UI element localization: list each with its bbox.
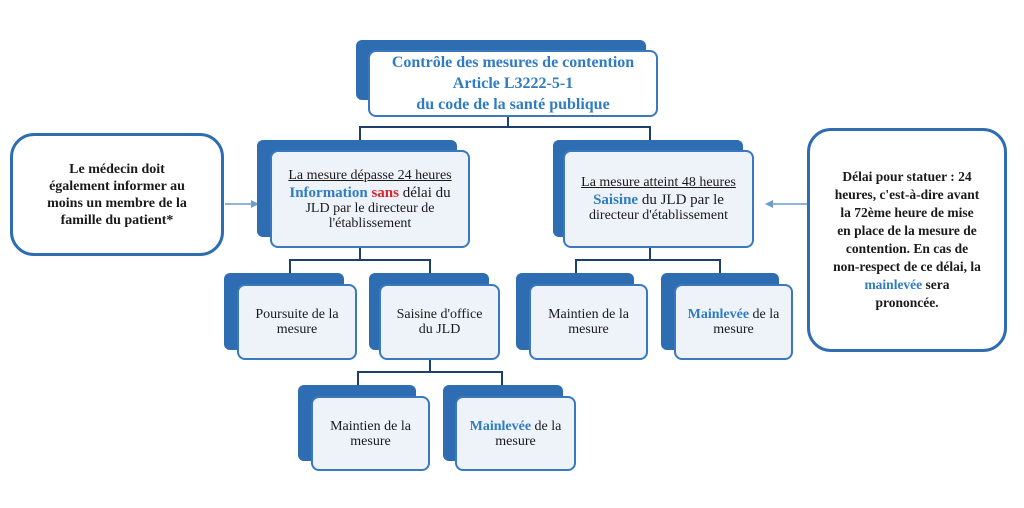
mainlevee-48-bold: Mainlevée xyxy=(687,307,750,322)
box-mainlevee-48 xyxy=(674,284,793,360)
right-arrow-head xyxy=(765,200,773,208)
box-24h xyxy=(270,150,470,248)
box-48h-saisine-line xyxy=(593,193,724,208)
sans-word: sans xyxy=(371,184,399,201)
box-48h-rest-2: directeur d'établissement xyxy=(589,208,728,223)
right-note-part1: Délai pour statuer : 24 heures, c'est-à-dire avant la 72ème heure de mise en place de la mesure de contention. En cas de non-respect de ce délai, la xyxy=(833,169,981,274)
mainlevee-sub-rest: de la mesure xyxy=(495,418,562,449)
box-24h-rest-2: JLD par le directeur de xyxy=(305,200,435,216)
box-saisine-office xyxy=(379,284,500,360)
maintien-sub-text: Maintien de la mesure xyxy=(330,418,411,449)
box-48h-rest-1: du JLD par le xyxy=(638,192,724,208)
right-note-mainlevee: mainlevée xyxy=(864,277,923,292)
saisine-word: Saisine xyxy=(593,192,639,208)
mainlevee-48-text xyxy=(682,307,785,337)
mainlevee-sub-bold: Mainlevée xyxy=(469,418,532,434)
box-48h xyxy=(563,150,754,248)
saisine-office-text: Saisine d'office du JLD xyxy=(396,307,483,337)
title-line-2: Article L3222-5-1 xyxy=(452,75,574,92)
right-note-box xyxy=(807,128,1007,352)
box-poursuite xyxy=(237,284,357,360)
box-maintien-48 xyxy=(529,284,648,360)
box-24h-info-line xyxy=(289,186,450,201)
title-line-3: du code de la santé publique xyxy=(416,96,610,113)
left-note-box xyxy=(10,133,224,256)
title-box xyxy=(368,50,658,117)
box-24h-rest-1: délai du xyxy=(398,184,451,201)
box-mainlevee-sub xyxy=(455,396,576,471)
mainlevee-48-rest: de la mesure xyxy=(713,307,780,337)
box-maintien-sub xyxy=(311,396,430,471)
information-word: Information xyxy=(289,184,368,201)
mainlevee-sub-text xyxy=(463,419,568,449)
box-24h-rest-3: l'établissement xyxy=(328,215,412,231)
right-note-part2: sera prononcée. xyxy=(875,277,950,310)
title-line-1: Contrôle des mesures de contention xyxy=(391,54,635,71)
box-48h-heading: La mesure atteint 48 heures xyxy=(581,175,736,190)
maintien-48-text: Maintien de la mesure xyxy=(548,307,629,337)
box-24h-heading: La mesure dépasse 24 heures xyxy=(288,167,452,183)
poursuite-text: Poursuite de la mesure xyxy=(255,307,339,337)
right-note-text xyxy=(832,168,982,312)
left-note-text: Le médecin doit également informer au moins un membre de la famille du patient* xyxy=(47,161,187,228)
